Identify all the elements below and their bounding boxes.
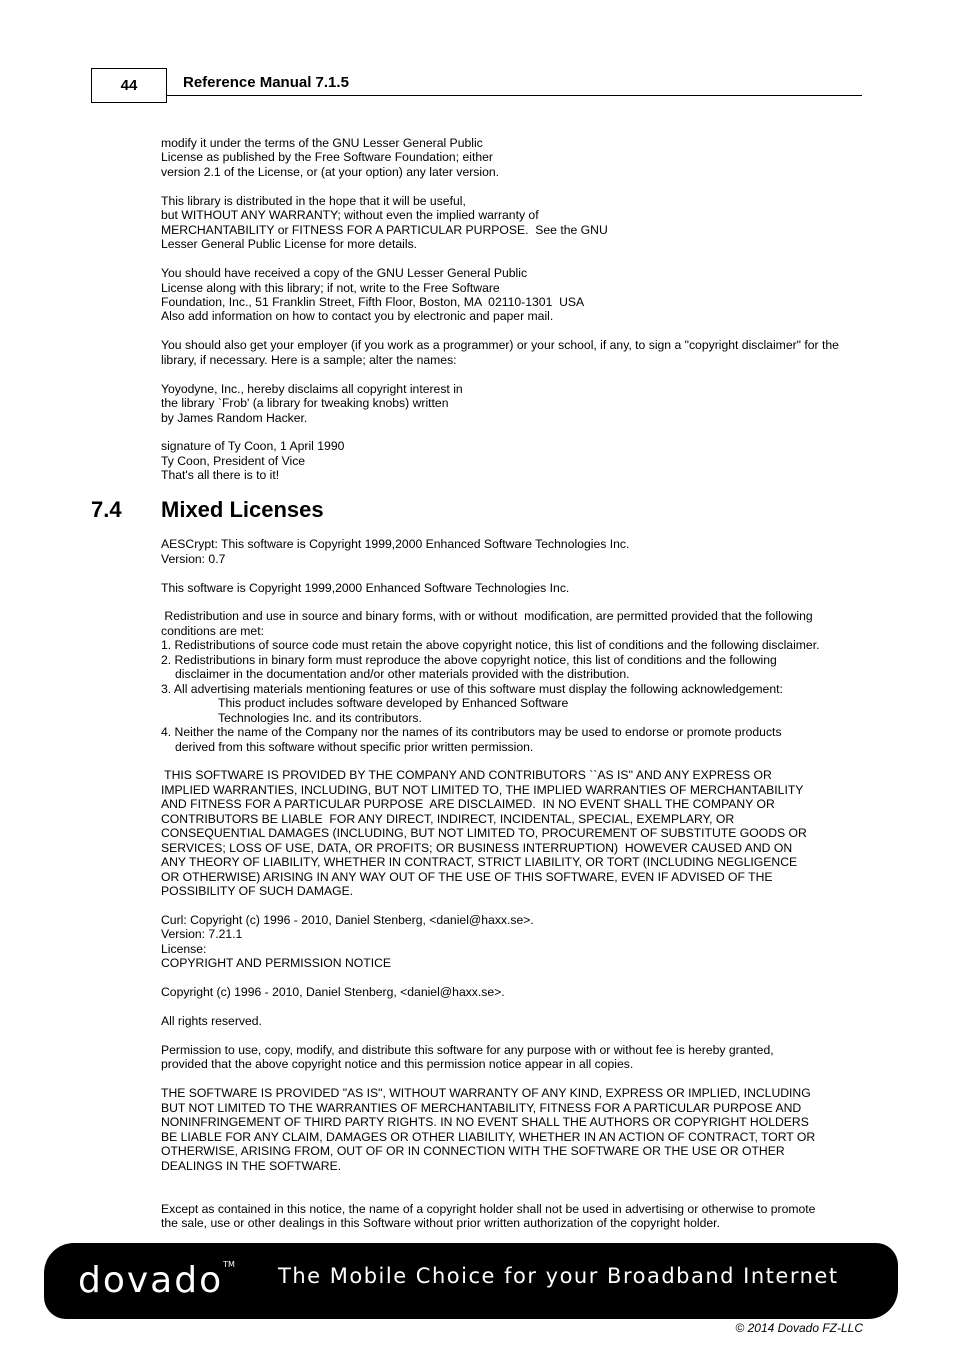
condition-4: 4. Neither the name of the Company nor the names of its contributors may be used to endorse or promote products [161, 725, 782, 740]
text-line: COPYRIGHT AND PERMISSION NOTICE [161, 956, 392, 971]
text-line: Also add information on how to contact you by electronic and paper mail. [161, 309, 554, 324]
page-content [91, 136, 863, 1245]
condition-2: 2. Redistributions in binary form must reproduce the above copyright notice, this list of conditions and the following [161, 652, 777, 667]
section-heading [91, 497, 863, 523]
curl-except [161, 1202, 863, 1231]
text-line: OTHERWISE, ARISING FROM, OUT OF OR IN CONNECTION WITH THE SOFTWARE OR THE USE OR OTHER [161, 1144, 785, 1159]
trademark-mark: TM [223, 1260, 235, 1269]
curl-rights [161, 1014, 863, 1028]
aescrypt-header [161, 537, 863, 566]
text-line: This software is Copyright 1999,2000 Enhanced Software Technologies Inc. [161, 580, 570, 595]
text-line: POSSIBILITY OF SUCH DAMAGE. [161, 884, 354, 899]
aescrypt-conditions [161, 609, 863, 754]
text-line: Except as contained in this notice, the name of a copyright holder shall not be used in advertising or otherwise to promote [161, 1201, 816, 1216]
text-line: CONTRIBUTORS BE LIABLE FOR ANY DIRECT, INDIRECT, INCIDENTAL, SPECIAL, EXEMPLARY, OR [161, 811, 735, 826]
text-line: All rights reserved. [161, 1014, 262, 1029]
text-line: Lesser General Public License for more details. [161, 237, 418, 252]
text-line: NONINFRINGEMENT OF THIRD PARTY RIGHTS. IN NO EVENT SHALL THE AUTHORS OR COPYRIGHT HOLDERS [161, 1115, 809, 1130]
text-line: This library is distributed in the hope that it will be useful, [161, 193, 466, 208]
text-line: MERCHANTABILITY or FITNESS FOR A PARTICULAR PURPOSE. See the GNU [161, 222, 608, 237]
text-line: Version: 7.21.1 [161, 927, 243, 942]
text-line: IMPLIED WARRANTIES, INCLUDING, BUT NOT LIMITED TO, THE IMPLIED WARRANTIES OF MERCHANTABILITY [161, 782, 804, 797]
text-line: but WITHOUT ANY WARRANTY; without even the implied warranty of [161, 208, 539, 223]
condition-2-cont: disclaimer in the documentation and/or other materials provided with the distribution. [175, 667, 630, 682]
text-line: by James Random Hacker. [161, 410, 308, 425]
lgpl-paragraph-3 [161, 266, 863, 324]
lgpl-paragraph-4 [161, 338, 863, 367]
curl-warranty [161, 1086, 863, 1173]
text-line: THIS SOFTWARE IS PROVIDED BY THE COMPANY AND CONTRIBUTORS ``AS IS'' AND ANY EXPRESS OR [161, 768, 772, 783]
text-line: AESCrypt: This software is Copyright 1999,2000 Enhanced Software Technologies Inc. [161, 537, 630, 552]
curl-copyright [161, 985, 863, 999]
lgpl-paragraph-2 [161, 194, 863, 252]
text-line: License along with this library; if not, write to the Free Software [161, 280, 500, 295]
text-line: ANY THEORY OF LIABILITY, WHETHER IN CONTRACT, STRICT LIABILITY, OR TORT (INCLUDING NEGLIGENCE [161, 855, 798, 870]
footer-tagline: The Mobile Choice for your Broadband Internet [278, 1264, 839, 1288]
condition-3: 3. All advertising materials mentioning features or use of this software must display the following acknowledgement: [161, 681, 783, 696]
text-line: signature of Ty Coon, 1 April 1990 [161, 439, 345, 454]
text-line: OR OTHERWISE) ARISING IN ANY WAY OUT OF THE USE OF THIS SOFTWARE, EVEN IF ADVISED OF THE [161, 869, 773, 884]
text-line: BE LIABLE FOR ANY CLAIM, DAMAGES OR OTHER LIABILITY, WHETHER IN AN ACTION OF CONTRACT, TORT OR [161, 1129, 816, 1144]
text-line: Permission to use, copy, modify, and distribute this software for any purpose with or without fee is hereby granted, [161, 1042, 774, 1057]
text-line: Redistribution and use in source and binary forms, with or without modification, are permitted provided that the following conditions are met: [161, 609, 817, 638]
text-line: version 2.1 of the License, or (at your option) any later version. [161, 164, 500, 179]
text-line: License: [161, 941, 207, 956]
text-line: You should have received a copy of the GNU Lesser General Public [161, 266, 528, 281]
dovado-logo [78, 1260, 235, 1301]
text-line: Foundation, Inc., 51 Franklin Street, Fifth Floor, Boston, MA 02110-1301 USA [161, 294, 585, 309]
text-line: CONSEQUENTIAL DAMAGES (INCLUDING, BUT NOT LIMITED TO, PROCUREMENT OF SUBSTITUTE GOODS OR [161, 826, 807, 841]
text-line: AND FITNESS FOR A PARTICULAR PURPOSE ARE DISCLAIMED. IN NO EVENT SHALL THE COMPANY OR [161, 797, 775, 812]
header-rule [167, 95, 862, 96]
text-line: SERVICES; LOSS OF USE, DATA, OR PROFITS; OR BUSINESS INTERRUPTION) HOWEVER CAUSED AND ON [161, 840, 793, 855]
text-line: modify it under the terms of the GNU Lesser General Public [161, 136, 483, 150]
condition-1: 1. Redistributions of source code must retain the above copyright notice, this list of conditions and the following disclaimer. [161, 638, 820, 653]
lgpl-paragraph-5 [161, 382, 863, 425]
text-line: BUT NOT LIMITED TO THE WARRANTIES OF MERCHANTABILITY, FITNESS FOR A PARTICULAR PURPOSE AND [161, 1100, 802, 1115]
manual-title: Reference Manual 7.1.5 [183, 74, 349, 91]
section-title: Mixed Licenses [161, 497, 324, 523]
aescrypt-disclaimer [161, 768, 863, 898]
curl-permission [161, 1043, 863, 1072]
footer-copyright: © 2014 Dovado FZ-LLC [735, 1321, 863, 1335]
text-line: You should also get your employer (if you work as a programmer) or your school, if any, to sign a "copyright disclaimer" for the library, if necessary. Here is a sample; alter the names: [161, 338, 839, 367]
lgpl-paragraph-1 [161, 136, 863, 179]
condition-4-cont: derived from this software without specific prior written permission. [175, 739, 534, 754]
curl-header [161, 913, 863, 971]
text-line: Version: 0.7 [161, 551, 226, 566]
text-line: THE SOFTWARE IS PROVIDED "AS IS", WITHOUT WARRANTY OF ANY KIND, EXPRESS OR IMPLIED, INCLUDING [161, 1086, 811, 1101]
text-line: provided that the above copyright notice and this permission notice appear in all copies. [161, 1057, 634, 1072]
lgpl-paragraph-6 [161, 439, 863, 482]
text-line: Ty Coon, President of Vice [161, 453, 306, 468]
acknowledgement-line: This product includes software developed by Enhanced Software [218, 696, 569, 711]
logo-text: dovado [78, 1260, 224, 1301]
section-number: 7.4 [91, 497, 122, 523]
text-line: Copyright (c) 1996 - 2010, Daniel Stenberg, <daniel@haxx.se>. [161, 985, 505, 1000]
text-line: License as published by the Free Software Foundation; either [161, 150, 493, 165]
text-line: the library `Frob' (a library for tweaking knobs) written [161, 396, 449, 411]
text-line: the sale, use or other dealings in this Software without prior written authorization of the copyright holder. [161, 1216, 720, 1231]
acknowledgement-line: Technologies Inc. and its contributors. [218, 710, 422, 725]
text-line: That's all there is to it! [161, 468, 280, 483]
text-line: DEALINGS IN THE SOFTWARE. [161, 1158, 342, 1173]
page-number: 44 [91, 68, 167, 103]
text-line: Curl: Copyright (c) 1996 - 2010, Daniel Stenberg, <daniel@haxx.se>. [161, 912, 534, 927]
text-line: Yoyodyne, Inc., hereby disclaims all copyright interest in [161, 381, 463, 396]
aescrypt-copyright [161, 581, 863, 595]
